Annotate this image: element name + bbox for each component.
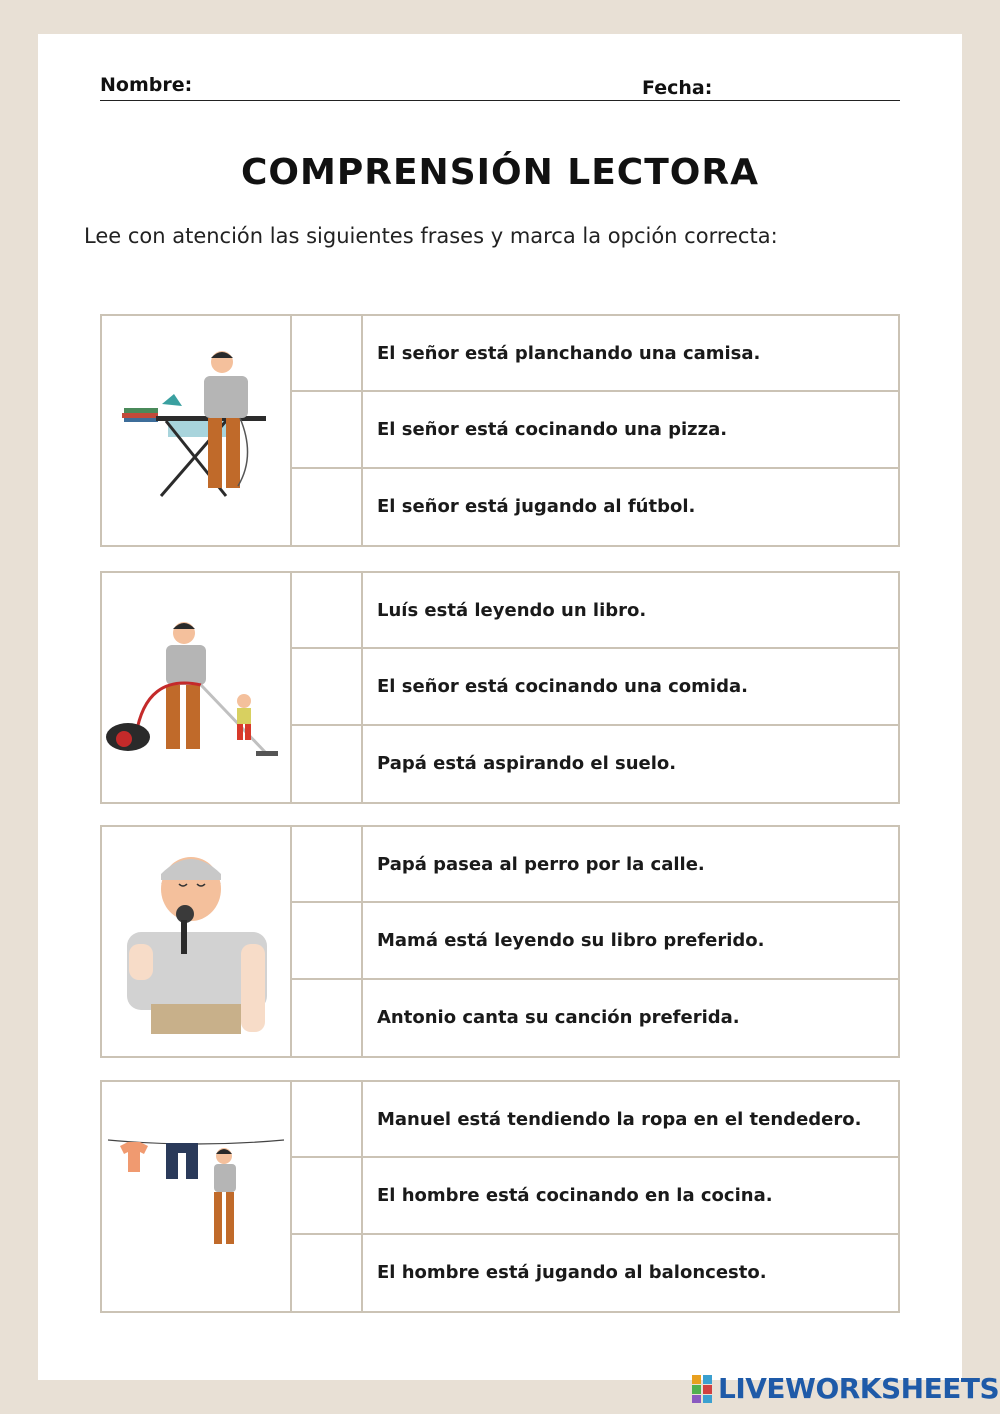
option-checkbox-1-1[interactable] [292,316,363,392]
question-block-1 [100,314,900,547]
man-ironing-illustration [102,316,292,545]
option-text-4-1[interactable]: Manuel está tendiendo la ropa en el tendedero. [363,1082,898,1158]
option-text-3-2[interactable]: Mamá está leyendo su libro preferido. [363,903,898,979]
option-checkbox-4-3[interactable] [292,1235,363,1311]
liveworksheets-logo-icon [692,1375,712,1403]
option-checkbox-1-3[interactable] [292,469,363,545]
date-label: Fecha: [642,77,713,99]
man-singing-illustration [102,827,292,1056]
option-text-4-2[interactable]: El hombre está cocinando en la cocina. [363,1158,898,1234]
instructions-text: Lee con atención las siguientes frases y marca la opción correcta: [84,224,778,248]
option-text-4-3[interactable]: El hombre está jugando al baloncesto. [377,1262,767,1284]
option-checkbox-4-2[interactable] [292,1158,363,1234]
name-label: Nombre: [100,74,193,96]
option-text-3-3[interactable]: Antonio canta su canción preferida. [377,1007,740,1029]
name-date-line [100,100,900,101]
option-checkbox-3-3[interactable] [292,980,363,1056]
option-checkbox-3-1[interactable] [292,827,363,903]
option-text-2-2[interactable]: El señor está cocinando una comida. [363,649,898,725]
option-checkbox-2-3[interactable] [292,726,363,802]
man-vacuuming-illustration [102,573,292,802]
question-block-3 [100,825,900,1058]
option-checkbox-3-2[interactable] [292,903,363,979]
option-text-2-3[interactable]: Papá está aspirando el suelo. [377,753,677,775]
option-text-1-2[interactable]: El señor está cocinando una pizza. [363,392,898,468]
liveworksheets-logo-text: LIVEWORKSHEETS [718,1372,1000,1405]
question-block-4 [100,1080,900,1313]
option-checkbox-2-1[interactable] [292,573,363,649]
question-block-2 [100,571,900,804]
option-checkbox-2-2[interactable] [292,649,363,725]
option-text-2-1[interactable]: Luís está leyendo un libro. [363,573,898,649]
option-text-1-3[interactable]: El señor está jugando al fútbol. [377,496,696,518]
liveworksheets-logo [692,1372,999,1405]
option-checkbox-4-1[interactable] [292,1082,363,1158]
option-checkbox-1-2[interactable] [292,392,363,468]
option-text-1-1[interactable]: El señor está planchando una camisa. [363,316,898,392]
option-text-3-1[interactable]: Papá pasea al perro por la calle. [363,827,898,903]
page-title: COMPRENSIÓN LECTORA [241,152,759,193]
man-hanging-laundry-illustration [102,1082,292,1311]
